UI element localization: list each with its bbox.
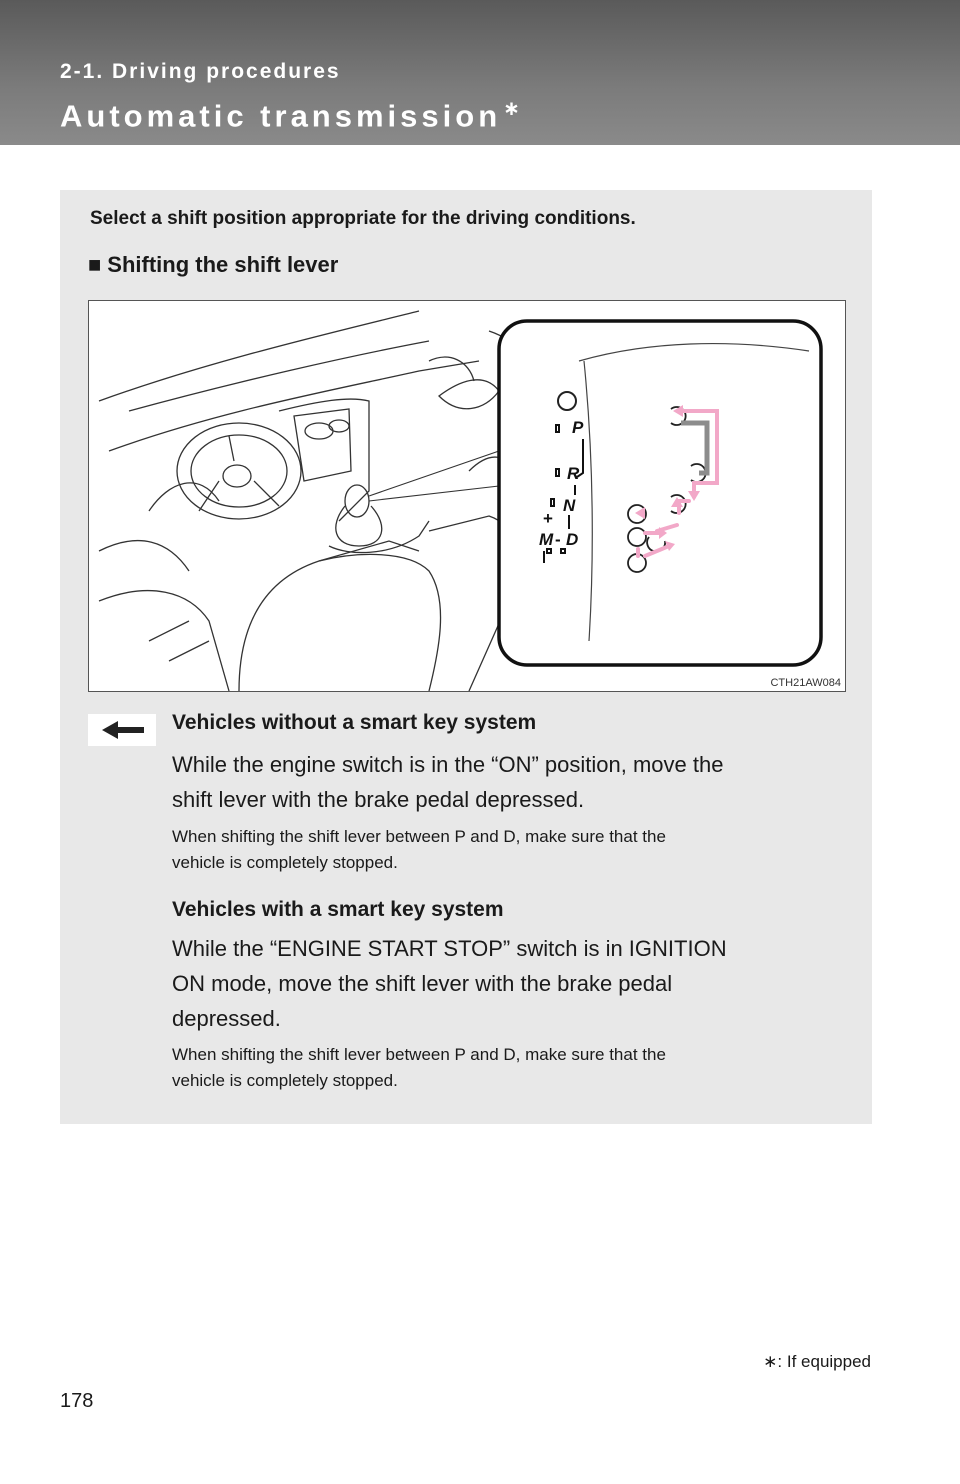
gate-minus: - xyxy=(555,530,561,549)
section-label: 2-1. Driving procedures xyxy=(60,60,341,83)
body-without-line2: shift lever with the brake pedal depressed. xyxy=(172,787,585,812)
gate-d: D xyxy=(566,530,579,549)
dash-line xyxy=(109,361,479,451)
gate-p: P xyxy=(572,418,584,437)
steering-wheel xyxy=(177,423,301,519)
left-arrow-marker xyxy=(88,714,156,746)
page-title xyxy=(60,96,520,134)
page-number: 178 xyxy=(60,1390,94,1412)
vent xyxy=(439,380,499,409)
body-with-line2: ON mode, move the shift lever with the brake pedal xyxy=(172,971,673,996)
body-without-line1: While the engine switch is in the “ON” position, move the xyxy=(172,752,724,777)
body-with-line1: While the “ENGINE START STOP” switch is in IGNITION xyxy=(172,936,727,961)
square-bullet-icon: ■ xyxy=(88,252,102,277)
gate-m: M xyxy=(539,530,554,549)
footnote: ∗: If equipped xyxy=(763,1352,871,1371)
shift-lever-figure xyxy=(88,300,846,692)
note-with-line2: vehicle is completely stopped. xyxy=(172,1071,398,1090)
shift-knob xyxy=(345,485,369,517)
subheading-text: Shifting the shift lever xyxy=(107,252,339,277)
windshield-line xyxy=(99,311,419,401)
gate-n: N xyxy=(563,496,576,515)
figure-code: CTH21AW084 xyxy=(770,677,841,689)
body-with-line3: depressed. xyxy=(172,1006,281,1031)
heading-with-smart-key: Vehicles with a smart key system xyxy=(172,898,504,921)
gate-r: R xyxy=(567,464,580,483)
left-arrow-icon xyxy=(88,714,156,746)
intro-text: Select a shift position appropriate for the driving conditions. xyxy=(90,208,636,229)
page-title-text: Automatic transmission xyxy=(60,98,502,134)
detail-callout xyxy=(499,321,821,665)
figure-illustration xyxy=(89,301,845,691)
note-without-line1: When shifting the shift lever between P and D, make sure that the xyxy=(172,827,666,846)
title-asterisk: ∗ xyxy=(503,98,520,120)
subheading xyxy=(88,252,338,278)
note-with-line1: When shifting the shift lever between P and D, make sure that the xyxy=(172,1045,666,1064)
heading-without-smart-key: Vehicles without a smart key system xyxy=(172,711,537,734)
note-without-line2: vehicle is completely stopped. xyxy=(172,853,398,872)
gate-plus: + xyxy=(543,509,553,528)
content-panel xyxy=(60,190,872,1124)
header-band xyxy=(0,0,960,145)
